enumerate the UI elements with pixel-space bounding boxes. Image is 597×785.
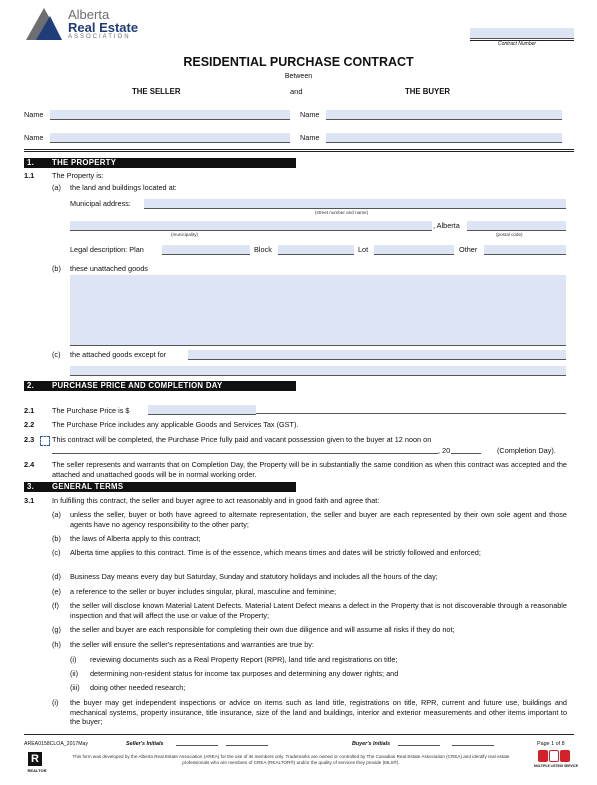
seller-name-label-2: Name — [24, 133, 44, 142]
section-2-number: 2. — [27, 381, 35, 390]
clause-1-1-b-text: these unattached goods — [70, 264, 148, 273]
term-g-label: (g) — [52, 625, 61, 634]
page-title: RESIDENTIAL PURCHASE CONTRACT — [183, 55, 414, 69]
association-logo — [24, 6, 152, 42]
subterm-i-text: reviewing documents such as a Real Property Report (RPR), land title and registrations on title; — [90, 655, 398, 664]
term-f-text: the seller will disclose known Material Latent Defects. Material Latent Defect means a defect in the Property that is not discoverable through a reasonable inspection and that will affect the use or value of the Property; — [70, 601, 567, 620]
municipality-hint: (municipality) — [171, 232, 199, 237]
clause-1-1-text: The Property is: — [52, 171, 104, 180]
block-label: Block — [254, 245, 272, 254]
and-label: and — [290, 87, 303, 96]
mls-caption: MULTIPLE LISTING SERVICE — [534, 764, 578, 768]
buyer-initials-line-1[interactable] — [398, 739, 440, 746]
clause-1-1-a-label: (a) — [52, 183, 61, 192]
postal-code-field[interactable] — [467, 221, 566, 231]
completion-date-line[interactable] — [52, 445, 438, 454]
other-field[interactable] — [484, 245, 566, 255]
clause-2-1-number: 2.1 — [24, 406, 35, 415]
realtor-text: REALTOR — [27, 768, 47, 773]
clause-1-1-b-label: (b) — [52, 264, 61, 273]
street-hint: (street number and name) — [315, 210, 369, 215]
seller-name-field-2[interactable] — [50, 133, 290, 143]
form-code: AREA0158CLOA_2017May — [24, 741, 89, 747]
section-3-number: 3. — [27, 482, 35, 491]
clause-3-1-text: In fulfilling this contract, the seller and buyer agree to act reasonably and in good faith and agree that: — [52, 496, 380, 505]
buyer-name-label-2: Name — [300, 133, 320, 142]
section-1-title: THE PROPERTY — [52, 158, 117, 167]
clause-1-1-number: 1.1 — [24, 171, 35, 180]
clause-2-2-number: 2.2 — [24, 420, 35, 429]
lot-label: Lot — [358, 245, 369, 254]
clause-2-3-year: , 20 — [438, 446, 451, 455]
attached-goods-field-2[interactable] — [70, 366, 566, 376]
between-label: Between — [284, 73, 313, 80]
clause-2-4-text: The seller represents and warrants that on Completion Day, the Property will be in substantially the same condition as when this contract was accepted and the attached and unattached goods will be in normal working order. — [52, 460, 567, 479]
contract-number-field[interactable] — [470, 28, 574, 39]
unattached-goods-textarea[interactable] — [70, 275, 566, 346]
term-h-text: the seller will ensure the seller's representations and warranties are true by: — [70, 640, 314, 649]
municipal-address-label: Municipal address: — [70, 199, 131, 208]
logo-line1: Alberta — [68, 7, 110, 22]
attached-goods-field-1[interactable] — [188, 350, 566, 360]
term-e-label: (e) — [52, 587, 61, 596]
section-3-title: GENERAL TERMS — [52, 482, 124, 491]
clause-2-4-number: 2.4 — [24, 460, 35, 469]
buyer-initials-line-2[interactable] — [452, 739, 494, 746]
term-f-label: (f) — [52, 601, 59, 610]
subterm-i-label: (i) — [70, 655, 77, 664]
mls-logo — [534, 750, 578, 778]
clause-1-1-a-text: the land and buildings located at: — [70, 183, 177, 192]
buyer-name-label-1: Name — [300, 110, 320, 119]
clause-2-3-end: (Completion Day). — [497, 446, 556, 455]
block-field[interactable] — [278, 245, 354, 255]
page-number: Page 1 of 8 — [537, 741, 565, 747]
term-i-text: the buyer may get independent inspections or advice on items such as land title, registrations on title, RPR, current and future use, buildings and mechanical systems, property insurance, title insurance, size of the land and buildings, interior and exterior measurements and other items important to the buyer; — [70, 698, 567, 726]
term-e-text: a reference to the seller or buyer includes singular, plural, masculine and feminine; — [70, 587, 337, 596]
logo-line2: Real Estate — [68, 20, 139, 35]
purchase-price-words-line[interactable] — [256, 405, 566, 414]
completion-year-line[interactable] — [451, 445, 481, 454]
other-label: Other — [459, 245, 478, 254]
seller-initials-line-1[interactable] — [176, 739, 218, 746]
subterm-iii-label: (iii) — [70, 683, 80, 692]
clause-2-3-text: This contract will be completed, the Purchase Price fully paid and vacant possession given to the buyer at 12 noon on — [52, 435, 432, 444]
seller-initials-label: Seller's Initials — [126, 741, 164, 747]
seller-name-field-1[interactable] — [50, 110, 290, 120]
seller-heading: THE SELLER — [132, 87, 181, 96]
legal-plan-label: Legal description: Plan — [70, 245, 144, 254]
section-2-title: PURCHASE PRICE AND COMPLETION DAY — [52, 381, 223, 390]
clause-2-3-number: 2.3 — [24, 435, 35, 444]
footer-disclaimer: This form was developed by the Alberta Real Estate Association (AREA) for the use of its members only. Trademarks are owned or controlled by The Canadian Real Estate Association (CREA) and identify real estate professionals who are members of CREA (REALTOR®) and/or the quality of services they provide (MLS®). — [72, 754, 510, 766]
alberta-label: , Alberta — [433, 221, 460, 230]
municipality-field[interactable] — [70, 221, 432, 231]
term-a-label: (a) — [52, 510, 61, 519]
clause-1-1-c-label: (c) — [52, 350, 61, 359]
term-a-text: unless the seller, buyer or both have agreed to alternate representation, the seller and buyer are each represented by their own sole agent and those agents have no agency responsibility to the other party; — [70, 510, 567, 529]
term-b-text: the laws of Alberta apply to this contract; — [70, 534, 201, 543]
logo-line3: ASSOCIATION — [68, 34, 131, 40]
term-h-label: (h) — [52, 640, 61, 649]
buyer-name-field-1[interactable] — [326, 110, 562, 120]
buyer-heading: THE BUYER — [405, 87, 451, 96]
clause-3-1-number: 3.1 — [24, 496, 35, 505]
subterm-ii-text: determining non-resident status for income tax purposes and determining any dower rights; and — [90, 669, 399, 678]
term-i-label: (i) — [52, 698, 59, 707]
term-b-label: (b) — [52, 534, 61, 543]
clause-1-1-c-text: the attached goods except for — [70, 350, 167, 359]
section-1-number: 1. — [27, 158, 35, 167]
purchase-price-field[interactable] — [148, 405, 256, 415]
realtor-r-icon: R — [28, 752, 42, 766]
contract-number-label: Contract Number — [498, 41, 537, 47]
term-g-text: the seller and buyer are each responsible for completing their own due diligence and will assume all risks if they do not; — [70, 625, 455, 634]
buyer-initials-label: Buyer's Initials — [352, 741, 391, 747]
mls-mark-icon — [538, 750, 574, 762]
section-3-header — [24, 482, 296, 492]
lot-field[interactable] — [374, 245, 454, 255]
term-d-text: Business Day means every day but Saturday, Sunday and statutory holidays and includes all the hours of the day; — [70, 572, 438, 581]
term-c-label: (c) — [52, 548, 61, 557]
clause-2-1-text: The Purchase Price is $ — [52, 406, 130, 415]
clause-2-3-marker — [40, 436, 50, 446]
seller-name-label-1: Name — [24, 110, 44, 119]
clause-2-2-text: The Purchase Price includes any applicable Goods and Services Tax (GST). — [52, 420, 299, 429]
term-d-label: (d) — [52, 572, 61, 581]
buyer-name-field-2[interactable] — [326, 133, 562, 143]
postal-hint: (postal code) — [496, 232, 523, 237]
logo-mark-icon — [24, 6, 64, 42]
term-c-text: Alberta time applies to this contract. Time is of the essence, which means times and dates will be strictly followed and enforced; — [70, 548, 481, 557]
section-2-header — [24, 381, 296, 391]
realtor-logo — [24, 752, 50, 776]
section-1-header — [24, 158, 296, 168]
subterm-iii-text: doing other needed research; — [90, 683, 186, 692]
seller-initials-line-2[interactable] — [226, 739, 268, 746]
plan-field[interactable] — [162, 245, 250, 255]
subterm-ii-label: (ii) — [70, 669, 79, 678]
street-address-field[interactable] — [144, 199, 566, 209]
